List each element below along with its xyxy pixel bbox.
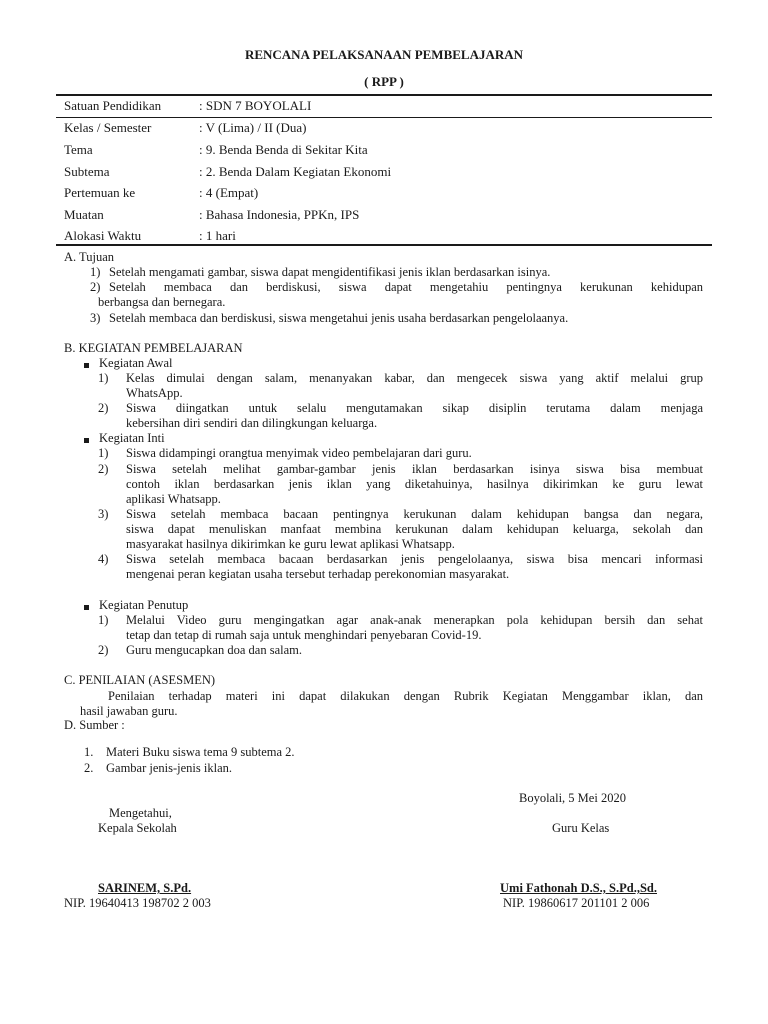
principal-role: Kepala Sekolah — [98, 821, 177, 835]
place-date: Boyolali, 5 Mei 2020 — [519, 791, 626, 805]
list-item: Setelah mengamati gambar, siswa dapat mengidentifikasi jenis iklan berdasarkan isinya. — [109, 265, 551, 279]
principal-nip: NIP. 19640413 198702 2 003 — [64, 896, 211, 910]
paragraph-line: Penilaian terhadap materi ini dapat dilakukan dengan Rubrik Kegiatan Menggambar iklan, dan — [108, 689, 703, 703]
identity-value: : V (Lima) / II (Dua) — [199, 120, 307, 135]
document-title: RENCANA PELAKSANAAN PEMBELAJARAN — [244, 47, 524, 62]
list-item: Materi Buku siswa tema 9 subtema 2. — [106, 745, 295, 759]
list-number: 3) — [90, 311, 101, 325]
list-number: 2) — [98, 401, 109, 415]
square-bullet-icon — [84, 363, 89, 368]
identity-label: Tema — [64, 142, 93, 157]
identity-label: Satuan Pendidikan — [64, 98, 162, 113]
identity-row — [0, 120, 768, 142]
list-item-continued: berbangsa dan bernegara. — [98, 295, 226, 309]
identity-value: : SDN 7 BOYOLALI — [199, 98, 312, 113]
list-number: 2. — [84, 761, 94, 775]
list-item-continued: tetap dan tetap di rumah saja untuk menghindari penyebaran Covid-19. — [126, 628, 482, 642]
paragraph-line: hasil jawaban guru. — [80, 704, 178, 718]
subsection-title-awal: Kegiatan Awal — [99, 356, 173, 370]
list-number: 1. — [84, 745, 94, 759]
square-bullet-icon — [84, 438, 89, 443]
list-number: 2) — [98, 643, 109, 657]
list-item-continued: mengenai peran kegiatan usaha tersebut terhadap perekonomian masyarakat. — [126, 567, 510, 581]
list-number: 1) — [98, 371, 109, 385]
identity-value: : 9. Benda Benda di Sekitar Kita — [199, 142, 368, 157]
list-item: Siswa didampingi orangtua menyimak video pembelajaran dari guru. — [126, 446, 472, 460]
teacher-role: Guru Kelas — [552, 821, 610, 835]
identity-row — [0, 142, 768, 164]
list-item: Setelah membaca dan berdiskusi, siswa dapat mengetahiu pentingnya kerukunan kehidupan — [109, 280, 703, 294]
identity-label: Subtema — [64, 164, 110, 179]
list-item: Siswa setelah membaca bacaan berdasarkan jenis pengelolaanya, siswa bisa mencari informasi — [126, 552, 703, 566]
list-number: 1) — [98, 613, 109, 627]
teacher-nip: NIP. 19860617 201101 2 006 — [503, 896, 650, 910]
list-item-continued: aplikasi Whatsapp. — [126, 492, 221, 506]
document-subtitle: ( RPP ) — [364, 74, 404, 89]
identity-row — [0, 164, 768, 186]
identity-value: : Bahasa Indonesia, PPKn, IPS — [199, 207, 360, 222]
section-heading-sumber: D. Sumber : — [64, 718, 125, 732]
identity-row — [0, 185, 768, 207]
list-item-continued: masyarakat hasilnya dikirimkan ke guru lewat aplikasi Whatsapp. — [126, 537, 455, 551]
identity-label: Alokasi Waktu — [64, 228, 142, 243]
identity-row — [0, 98, 768, 120]
principal-name: SARINEM, S.Pd. — [98, 881, 192, 895]
list-number: 2) — [98, 462, 109, 476]
list-item: Kelas dimulai dengan salam, menanyakan kabar, dan mengecek siswa yang aktif melalui grup — [126, 371, 703, 385]
identity-row — [0, 228, 768, 250]
section-heading-penilaian: C. PENILAIAN (ASESMEN) — [64, 673, 216, 687]
identity-label: Kelas / Semester — [64, 120, 152, 135]
list-item: Siswa diingatkan untuk selalu mengutamakan sikap disiplin terutama dalam menjaga — [126, 401, 703, 415]
list-item: Siswa setelah membaca bacaan pentingnya kerukunan dalam kehidupan bangsa dan negara, — [126, 507, 703, 521]
identity-row — [0, 207, 768, 229]
identity-label: Muatan — [64, 207, 104, 222]
section-heading-kegiatan: B. KEGIATAN PEMBELAJARAN — [64, 341, 243, 355]
identity-value: : 1 hari — [199, 228, 236, 243]
square-bullet-icon — [84, 605, 89, 610]
list-number: 2) — [90, 280, 101, 294]
list-number: 4) — [98, 552, 109, 566]
list-item-continued: contoh iklan berdasarkan jenis iklan yang diketahuinya, hasilnya dikirimkan ke guru lewat — [126, 477, 703, 491]
list-item-continued: siswa dapat menuliskan manfaat membina kerukunan dalam kehidupan keluarga, sekolah dan — [126, 522, 703, 536]
list-number: 3) — [98, 507, 109, 521]
teacher-name: Umi Fathonah D.S., S.Pd.,Sd. — [500, 881, 657, 895]
list-item-continued: kebersihan diri sendiri dan dilingkungan keluarga. — [126, 416, 378, 430]
list-item: Setelah membaca dan berdiskusi, siswa mengetahui jenis usaha berdasarkan pengelolaanya. — [109, 311, 569, 325]
subsection-title-inti: Kegiatan Inti — [99, 431, 165, 445]
list-item: Gambar jenis-jenis iklan. — [106, 761, 233, 775]
section-heading-tujuan: A. Tujuan — [64, 250, 115, 264]
acknowledged-label: Mengetahui, — [109, 806, 172, 820]
list-item: Melalui Video guru mengingatkan agar anak-anak menerapkan pola kehidupan bersih dan sehat — [126, 613, 703, 627]
list-item: Guru mengucapkan doa dan salam. — [126, 643, 302, 657]
identity-value: : 4 (Empat) — [199, 185, 259, 200]
list-item: Siswa setelah melihat gambar-gambar jenis iklan berdasarkan isinya siswa bisa membuat — [126, 462, 703, 476]
subsection-title-penutup: Kegiatan Penutup — [99, 598, 189, 612]
header-top-rule — [56, 94, 712, 96]
identity-value: : 2. Benda Dalam Kegiatan Ekonomi — [199, 164, 392, 179]
list-number: 1) — [98, 446, 109, 460]
list-item-continued: WhatsApp. — [126, 386, 183, 400]
identity-label: Pertemuan ke — [64, 185, 136, 200]
list-number: 1) — [90, 265, 101, 279]
